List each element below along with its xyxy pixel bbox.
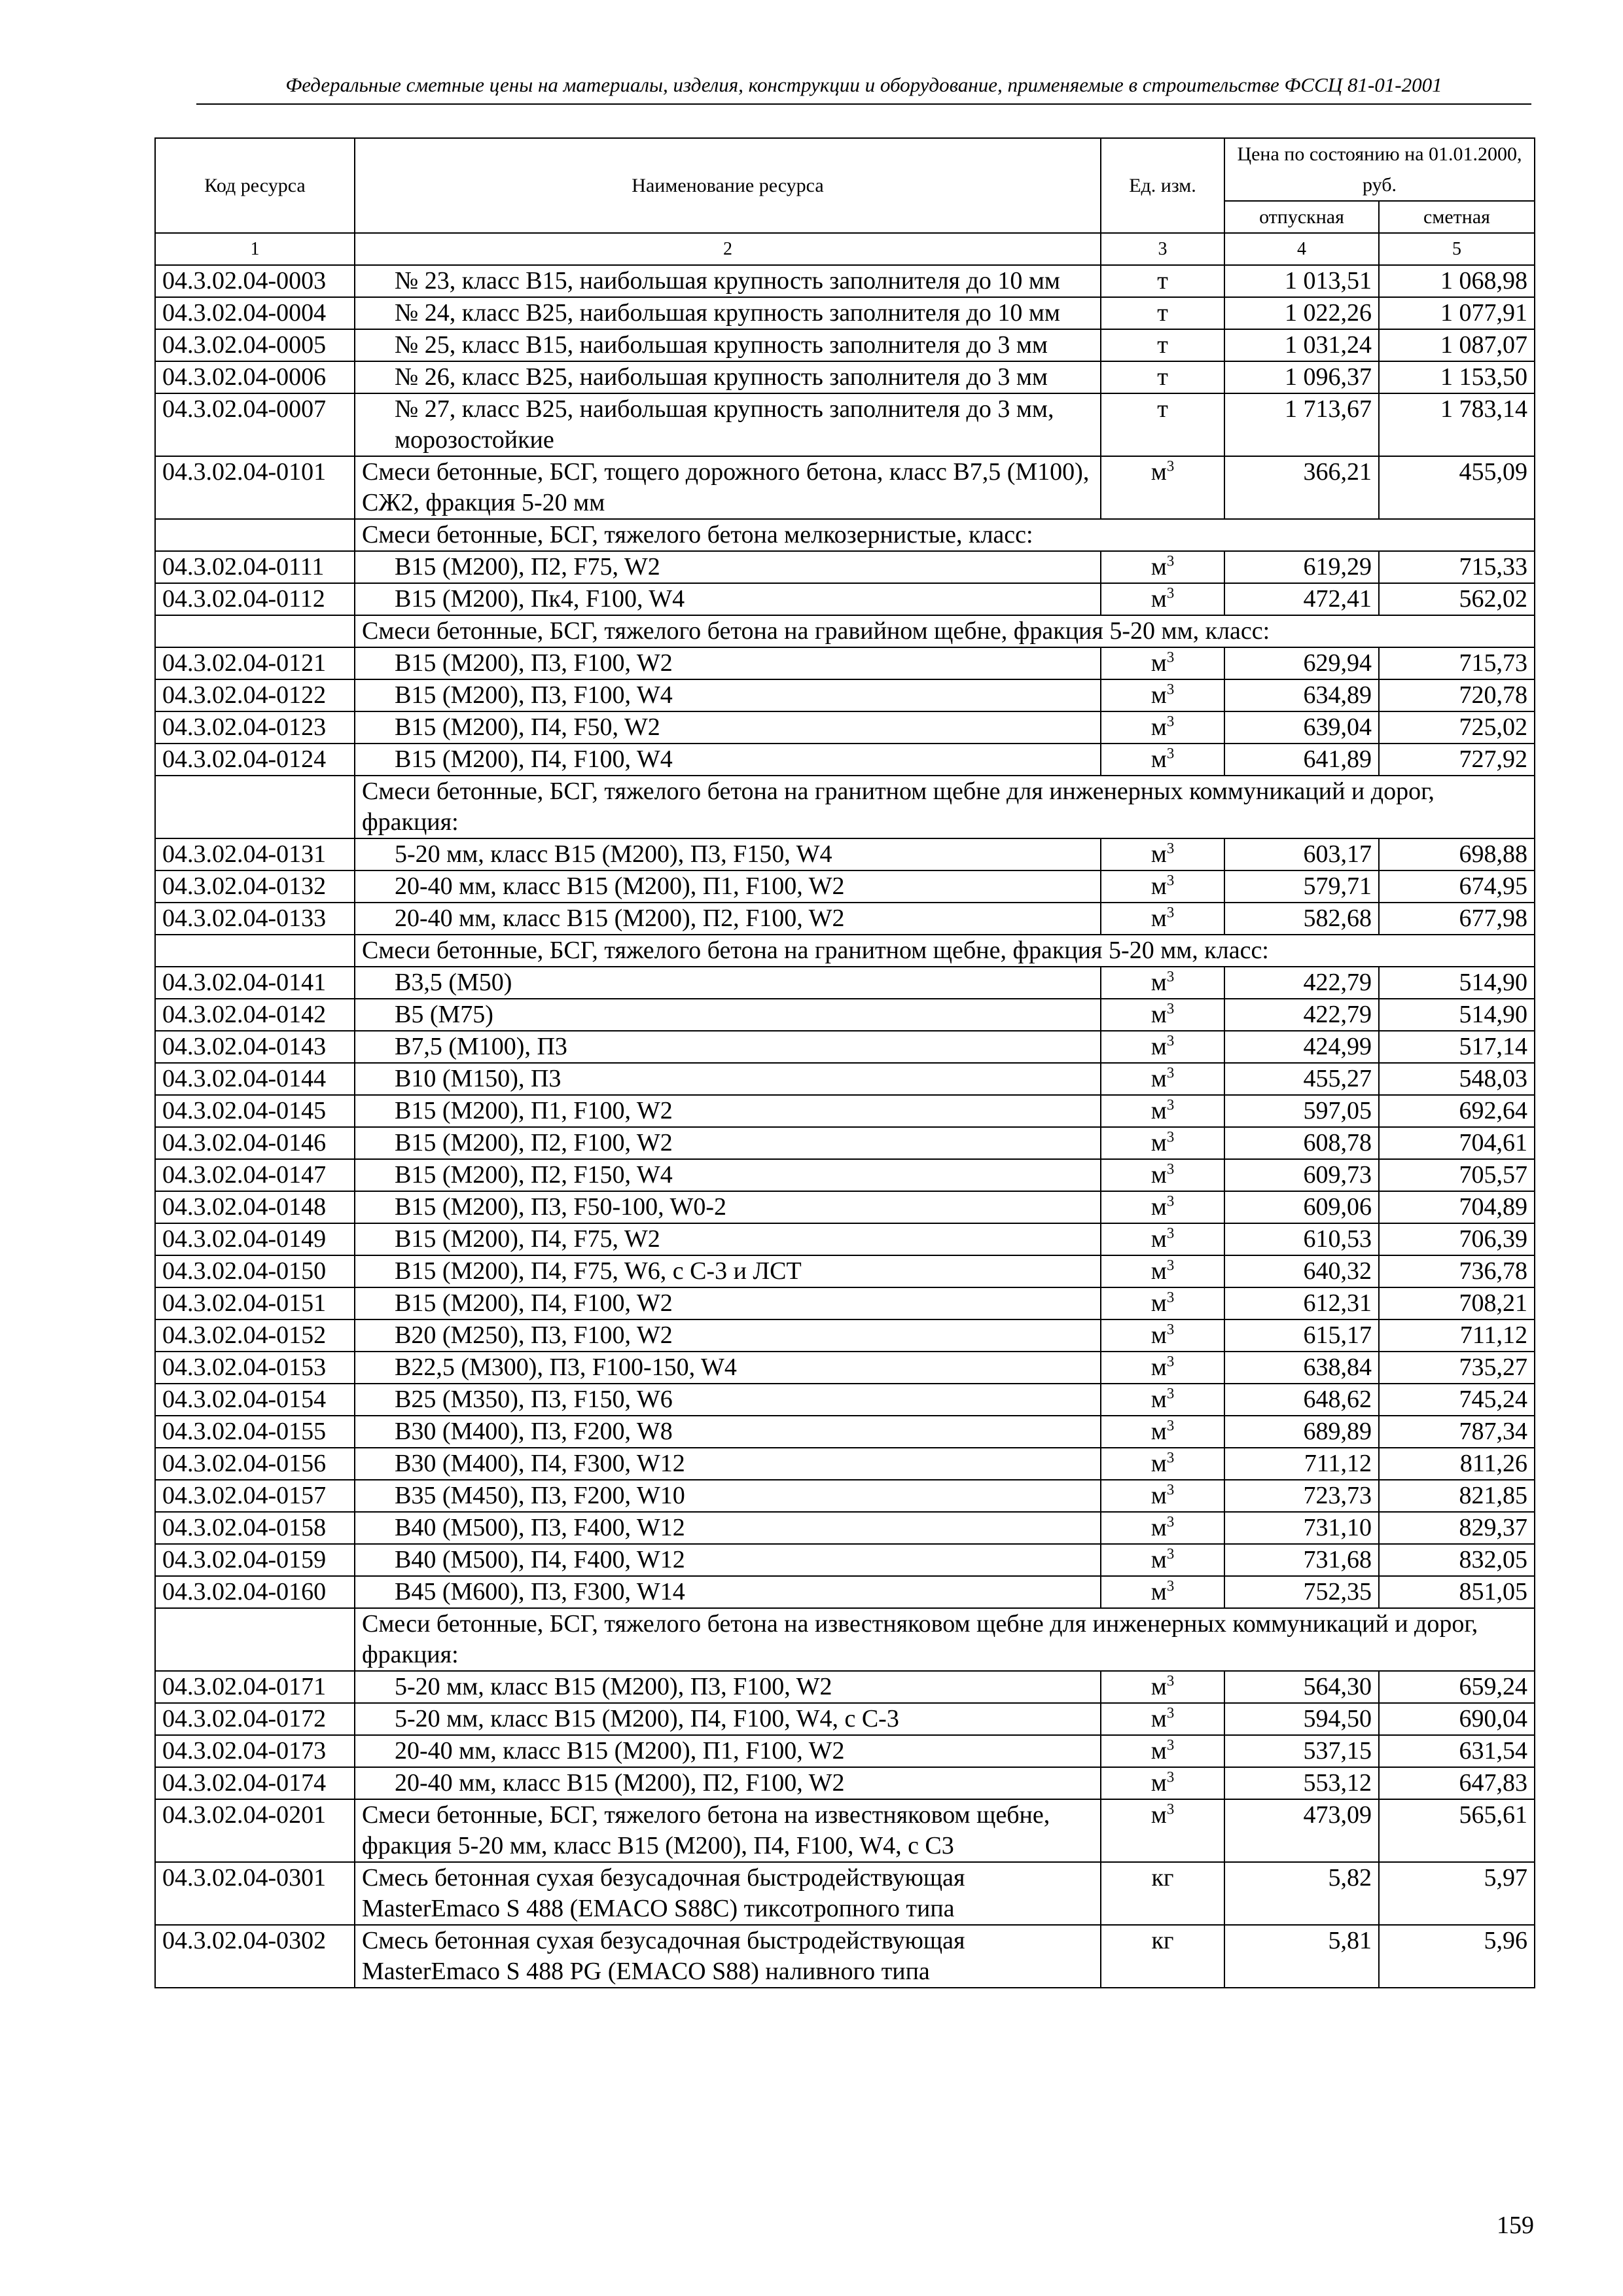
resource-code: 04.3.02.04-0156 (155, 1448, 355, 1480)
estimate-price: 674,95 (1379, 870, 1535, 903)
table-row (155, 1095, 1535, 1127)
resource-code: 04.3.02.04-0004 (155, 297, 355, 329)
unit: $м^3$ (1101, 1127, 1224, 1159)
release-price: 612,31 (1224, 1287, 1379, 1319)
release-price: 640,32 (1224, 1255, 1379, 1287)
col-header-release: отпускная (1224, 201, 1379, 233)
release-price: 579,71 (1224, 870, 1379, 903)
table-row (155, 1319, 1535, 1352)
estimate-price: 704,61 (1379, 1127, 1535, 1159)
table-row (155, 1480, 1535, 1512)
release-price: 1 713,67 (1224, 393, 1379, 456)
release-price: 594,50 (1224, 1703, 1379, 1735)
resource-name: В15 (М200), П3, F50-100, W0-2 (355, 1191, 1101, 1223)
estimate-price: 1 783,14 (1379, 393, 1535, 456)
release-price: 422,79 (1224, 999, 1379, 1031)
release-price: 723,73 (1224, 1480, 1379, 1512)
estimate-price: 832,05 (1379, 1544, 1535, 1576)
page-number: 159 (1497, 2212, 1534, 2239)
estimate-price: 704,89 (1379, 1191, 1535, 1223)
estimate-price: 708,21 (1379, 1287, 1535, 1319)
resource-name: В15 (М200), Пк4, F100, W4 (355, 583, 1101, 615)
resource-name: В7,5 (М100), П3 (355, 1031, 1101, 1063)
release-price: 597,05 (1224, 1095, 1379, 1127)
empty-code-cell (155, 615, 355, 647)
price-table (154, 137, 1535, 1988)
release-price: 1 096,37 (1224, 361, 1379, 393)
unit: $м^3$ (1101, 1287, 1224, 1319)
estimate-price: 692,64 (1379, 1095, 1535, 1127)
unit: $м^3$ (1101, 838, 1224, 870)
table-row (155, 903, 1535, 935)
resource-name: В15 (М200), П4, F100, W4 (355, 744, 1101, 776)
estimate-price: 5,96 (1379, 1925, 1535, 1988)
table-row (155, 838, 1535, 870)
resource-name: В15 (М200), П2, F100, W2 (355, 1127, 1101, 1159)
table-row (155, 1063, 1535, 1095)
release-price: 615,17 (1224, 1319, 1379, 1352)
running-header: Федеральные сметные цены на материалы, изделия, конструкции и оборудование, применяемые в строительстве ФССЦ 81-01-2001 (285, 73, 1442, 96)
resource-code: 04.3.02.04-0007 (155, 393, 355, 456)
estimate-price: 745,24 (1379, 1384, 1535, 1416)
estimate-price: 711,12 (1379, 1319, 1535, 1352)
resource-name: 20-40 мм, класс В15 (М200), П1, F100, W2 (355, 870, 1101, 903)
table-row (155, 361, 1535, 393)
table-row (155, 1127, 1535, 1159)
unit: $м^3$ (1101, 1544, 1224, 1576)
resource-code: 04.3.02.04-0124 (155, 744, 355, 776)
release-price: 609,73 (1224, 1159, 1379, 1191)
estimate-price: 706,39 (1379, 1223, 1535, 1255)
release-price: 537,15 (1224, 1735, 1379, 1767)
table-row (155, 1287, 1535, 1319)
resource-name: № 23, класс В15, наибольшая крупность заполнителя до 10 мм (355, 265, 1101, 297)
table-row (155, 1416, 1535, 1448)
unit: кг (1101, 1925, 1224, 1988)
resource-code: 04.3.02.04-0302 (155, 1925, 355, 1988)
unit: $м^3$ (1101, 1576, 1224, 1608)
unit: $м^3$ (1101, 999, 1224, 1031)
resource-code: 04.3.02.04-0005 (155, 329, 355, 361)
release-price: 424,99 (1224, 1031, 1379, 1063)
unit: $м^3$ (1101, 1352, 1224, 1384)
unit: $м^3$ (1101, 1480, 1224, 1512)
resource-code: 04.3.02.04-0159 (155, 1544, 355, 1576)
estimate-price: 514,90 (1379, 999, 1535, 1031)
resource-name: В25 (М350), П3, F150, W6 (355, 1384, 1101, 1416)
resource-code: 04.3.02.04-0132 (155, 870, 355, 903)
empty-code-cell (155, 519, 355, 551)
resource-name: 5-20 мм, класс В15 (М200), П3, F150, W4 (355, 838, 1101, 870)
group-heading-row (155, 1608, 1535, 1671)
resource-name: Смесь бетонная сухая безусадочная быстродействующая MasterEmaco S 488 (EMACO S88C) тиксотропного типа (355, 1862, 1101, 1925)
table-row (155, 744, 1535, 776)
estimate-price: 517,14 (1379, 1031, 1535, 1063)
table-row (155, 999, 1535, 1031)
resource-name: В30 (М400), П3, F200, W8 (355, 1416, 1101, 1448)
table-row (155, 329, 1535, 361)
resource-code: 04.3.02.04-0150 (155, 1255, 355, 1287)
table-row (155, 1925, 1535, 1988)
resource-code: 04.3.02.04-0155 (155, 1416, 355, 1448)
unit: кг (1101, 1862, 1224, 1925)
release-price: 1 031,24 (1224, 329, 1379, 361)
group-heading: Смеси бетонные, БСГ, тяжелого бетона на гравийном щебне, фракция 5-20 мм, класс: (355, 615, 1535, 647)
estimate-price: 715,33 (1379, 551, 1535, 583)
resource-code: 04.3.02.04-0301 (155, 1862, 355, 1925)
column-number-row (155, 233, 1535, 265)
resource-code: 04.3.02.04-0141 (155, 967, 355, 999)
resource-code: 04.3.02.04-0174 (155, 1767, 355, 1799)
group-heading: Смеси бетонные, БСГ, тяжелого бетона на гранитном щебне для инженерных коммуникаций и дорог, фракция: (355, 776, 1535, 838)
unit: $м^3$ (1101, 711, 1224, 744)
resource-code: 04.3.02.04-0201 (155, 1799, 355, 1862)
resource-code: 04.3.02.04-0003 (155, 265, 355, 297)
resource-name: В15 (М200), П3, F100, W4 (355, 679, 1101, 711)
estimate-price: 821,85 (1379, 1480, 1535, 1512)
release-price: 5,82 (1224, 1862, 1379, 1925)
unit: $м^3$ (1101, 647, 1224, 679)
release-price: 455,27 (1224, 1063, 1379, 1095)
estimate-price: 1 077,91 (1379, 297, 1535, 329)
resource-name: В15 (М200), П4, F75, W2 (355, 1223, 1101, 1255)
unit: $м^3$ (1101, 1031, 1224, 1063)
group-heading: Смеси бетонные, БСГ, тяжелого бетона мелкозернистые, класс: (355, 519, 1535, 551)
table-row (155, 456, 1535, 519)
release-price: 711,12 (1224, 1448, 1379, 1480)
table-header-row (155, 138, 1535, 201)
column-number: 2 (355, 233, 1101, 265)
table-row (155, 1703, 1535, 1735)
release-price: 553,12 (1224, 1767, 1379, 1799)
resource-name: В40 (М500), П4, F400, W12 (355, 1544, 1101, 1576)
resource-code: 04.3.02.04-0158 (155, 1512, 355, 1544)
table-row (155, 551, 1535, 583)
unit: $м^3$ (1101, 1767, 1224, 1799)
table-row (155, 1671, 1535, 1703)
col-header-price: Цена по состоянию на 01.01.2000, руб. (1224, 138, 1535, 201)
unit: $м^3$ (1101, 679, 1224, 711)
table-row (155, 1767, 1535, 1799)
unit: $м^3$ (1101, 1416, 1224, 1448)
estimate-price: 720,78 (1379, 679, 1535, 711)
resource-name: 5-20 мм, класс В15 (М200), П3, F100, W2 (355, 1671, 1101, 1703)
resource-code: 04.3.02.04-0131 (155, 838, 355, 870)
estimate-price: 690,04 (1379, 1703, 1535, 1735)
table-row (155, 1512, 1535, 1544)
unit: $м^3$ (1101, 456, 1224, 519)
resource-code: 04.3.02.04-0157 (155, 1480, 355, 1512)
table-row (155, 1255, 1535, 1287)
empty-code-cell (155, 935, 355, 967)
release-price: 472,41 (1224, 583, 1379, 615)
unit: $м^3$ (1101, 1735, 1224, 1767)
table-row (155, 1862, 1535, 1925)
table-row (155, 967, 1535, 999)
unit: $м^3$ (1101, 1095, 1224, 1127)
resource-code: 04.3.02.04-0122 (155, 679, 355, 711)
table-row (155, 1223, 1535, 1255)
resource-name: Смесь бетонная сухая безусадочная быстродействующая MasterEmaco S 488 PG (EMACO S88) наливного типа (355, 1925, 1101, 1988)
release-price: 422,79 (1224, 967, 1379, 999)
unit: $м^3$ (1101, 870, 1224, 903)
estimate-price: 736,78 (1379, 1255, 1535, 1287)
resource-code: 04.3.02.04-0146 (155, 1127, 355, 1159)
table-row (155, 1352, 1535, 1384)
unit: $м^3$ (1101, 1671, 1224, 1703)
group-heading-row (155, 776, 1535, 838)
resource-code: 04.3.02.04-0152 (155, 1319, 355, 1352)
estimate-price: 727,92 (1379, 744, 1535, 776)
release-price: 1 013,51 (1224, 265, 1379, 297)
table-row (155, 1799, 1535, 1862)
release-price: 731,10 (1224, 1512, 1379, 1544)
unit: $м^3$ (1101, 1448, 1224, 1480)
col-header-code: Код ресурса (155, 138, 355, 233)
resource-code: 04.3.02.04-0154 (155, 1384, 355, 1416)
unit: т (1101, 265, 1224, 297)
resource-code: 04.3.02.04-0172 (155, 1703, 355, 1735)
resource-name: В10 (М150), П3 (355, 1063, 1101, 1095)
table-row (155, 1191, 1535, 1223)
col-header-estimate: сметная (1379, 201, 1535, 233)
unit: $м^3$ (1101, 967, 1224, 999)
col-header-name: Наименование ресурса (355, 138, 1101, 233)
resource-name: 5-20 мм, класс В15 (М200), П4, F100, W4, с С-3 (355, 1703, 1101, 1735)
table-row (155, 1159, 1535, 1191)
resource-name: № 27, класс В25, наибольшая крупность заполнителя до 3 мм, морозостойкие (355, 393, 1101, 456)
estimate-price: 562,02 (1379, 583, 1535, 615)
resource-name: В15 (М200), П4, F50, W2 (355, 711, 1101, 744)
unit: $м^3$ (1101, 583, 1224, 615)
resource-code: 04.3.02.04-0147 (155, 1159, 355, 1191)
table-row (155, 265, 1535, 297)
resource-code: 04.3.02.04-0006 (155, 361, 355, 393)
resource-name: № 24, класс В25, наибольшая крупность заполнителя до 10 мм (355, 297, 1101, 329)
table-row (155, 647, 1535, 679)
unit: $м^3$ (1101, 1255, 1224, 1287)
estimate-price: 829,37 (1379, 1512, 1535, 1544)
group-heading-row (155, 519, 1535, 551)
empty-code-cell (155, 1608, 355, 1671)
resource-code: 04.3.02.04-0149 (155, 1223, 355, 1255)
resource-code: 04.3.02.04-0148 (155, 1191, 355, 1223)
unit: $м^3$ (1101, 903, 1224, 935)
group-heading-row (155, 935, 1535, 967)
release-price: 366,21 (1224, 456, 1379, 519)
estimate-price: 725,02 (1379, 711, 1535, 744)
group-heading-row (155, 615, 1535, 647)
estimate-price: 631,54 (1379, 1735, 1535, 1767)
resource-code: 04.3.02.04-0142 (155, 999, 355, 1031)
table-row (155, 870, 1535, 903)
resource-name: В5 (М75) (355, 999, 1101, 1031)
estimate-price: 1 153,50 (1379, 361, 1535, 393)
resource-code: 04.3.02.04-0111 (155, 551, 355, 583)
table-row (155, 1384, 1535, 1416)
table-row (155, 1576, 1535, 1608)
unit: $м^3$ (1101, 1063, 1224, 1095)
resource-name: В22,5 (М300), П3, F100-150, W4 (355, 1352, 1101, 1384)
estimate-price: 548,03 (1379, 1063, 1535, 1095)
table-row (155, 711, 1535, 744)
resource-code: 04.3.02.04-0121 (155, 647, 355, 679)
table-row (155, 583, 1535, 615)
group-heading: Смеси бетонные, БСГ, тяжелого бетона на гранитном щебне, фракция 5-20 мм, класс: (355, 935, 1535, 967)
estimate-price: 787,34 (1379, 1416, 1535, 1448)
resource-name: № 25, класс В15, наибольшая крупность заполнителя до 3 мм (355, 329, 1101, 361)
resource-name: В15 (М200), П4, F75, W6, с С-3 и ЛСТ (355, 1255, 1101, 1287)
column-number: 3 (1101, 233, 1224, 265)
release-price: 610,53 (1224, 1223, 1379, 1255)
release-price: 648,62 (1224, 1384, 1379, 1416)
estimate-price: 705,57 (1379, 1159, 1535, 1191)
estimate-price: 514,90 (1379, 967, 1535, 999)
col-header-unit: Ед. изм. (1101, 138, 1224, 233)
resource-name: В15 (М200), П2, F75, W2 (355, 551, 1101, 583)
resource-code: 04.3.02.04-0171 (155, 1671, 355, 1703)
resource-code: 04.3.02.04-0173 (155, 1735, 355, 1767)
resource-code: 04.3.02.04-0112 (155, 583, 355, 615)
resource-name: № 26, класс В25, наибольшая крупность заполнителя до 3 мм (355, 361, 1101, 393)
table-row (155, 1735, 1535, 1767)
release-price: 619,29 (1224, 551, 1379, 583)
resource-name: В20 (М250), П3, F100, W2 (355, 1319, 1101, 1352)
estimate-price: 1 068,98 (1379, 265, 1535, 297)
unit: $м^3$ (1101, 1384, 1224, 1416)
column-number: 4 (1224, 233, 1379, 265)
unit: $м^3$ (1101, 744, 1224, 776)
resource-name: В15 (М200), П3, F100, W2 (355, 647, 1101, 679)
release-price: 634,89 (1224, 679, 1379, 711)
unit: т (1101, 393, 1224, 456)
release-price: 641,89 (1224, 744, 1379, 776)
unit: т (1101, 361, 1224, 393)
unit: $м^3$ (1101, 1512, 1224, 1544)
estimate-price: 735,27 (1379, 1352, 1535, 1384)
resource-code: 04.3.02.04-0101 (155, 456, 355, 519)
estimate-price: 715,73 (1379, 647, 1535, 679)
release-price: 564,30 (1224, 1671, 1379, 1703)
unit: $м^3$ (1101, 1319, 1224, 1352)
resource-name: В15 (М200), П1, F100, W2 (355, 1095, 1101, 1127)
resource-name: Смеси бетонные, БСГ, тощего дорожного бетона, класс В7,5 (М100), СЖ2, фракция 5-20 мм (355, 456, 1101, 519)
estimate-price: 565,61 (1379, 1799, 1535, 1862)
resource-name: В35 (М450), П3, F200, W10 (355, 1480, 1101, 1512)
resource-name: 20-40 мм, класс В15 (М200), П2, F100, W2 (355, 903, 1101, 935)
release-price: 473,09 (1224, 1799, 1379, 1862)
resource-code: 04.3.02.04-0133 (155, 903, 355, 935)
table-row (155, 1031, 1535, 1063)
release-price: 731,68 (1224, 1544, 1379, 1576)
header-rule (196, 103, 1531, 105)
resource-code: 04.3.02.04-0151 (155, 1287, 355, 1319)
resource-name: 20-40 мм, класс В15 (М200), П1, F100, W2 (355, 1735, 1101, 1767)
resource-name: В45 (М600), П3, F300, W14 (355, 1576, 1101, 1608)
resource-name: В15 (М200), П4, F100, W2 (355, 1287, 1101, 1319)
unit: $м^3$ (1101, 1799, 1224, 1862)
resource-name: В30 (М400), П4, F300, W12 (355, 1448, 1101, 1480)
unit: $м^3$ (1101, 1191, 1224, 1223)
unit: $м^3$ (1101, 551, 1224, 583)
table-row (155, 297, 1535, 329)
release-price: 629,94 (1224, 647, 1379, 679)
release-price: 608,78 (1224, 1127, 1379, 1159)
unit: т (1101, 297, 1224, 329)
estimate-price: 811,26 (1379, 1448, 1535, 1480)
unit: $м^3$ (1101, 1159, 1224, 1191)
estimate-price: 851,05 (1379, 1576, 1535, 1608)
resource-name: 20-40 мм, класс В15 (М200), П2, F100, W2 (355, 1767, 1101, 1799)
release-price: 5,81 (1224, 1925, 1379, 1988)
estimate-price: 677,98 (1379, 903, 1535, 935)
estimate-price: 455,09 (1379, 456, 1535, 519)
estimate-price: 659,24 (1379, 1671, 1535, 1703)
column-number: 5 (1379, 233, 1535, 265)
release-price: 752,35 (1224, 1576, 1379, 1608)
release-price: 1 022,26 (1224, 297, 1379, 329)
resource-name: В40 (М500), П3, F400, W12 (355, 1512, 1101, 1544)
estimate-price: 1 087,07 (1379, 329, 1535, 361)
estimate-price: 698,88 (1379, 838, 1535, 870)
resource-code: 04.3.02.04-0153 (155, 1352, 355, 1384)
estimate-price: 5,97 (1379, 1862, 1535, 1925)
resource-name: Смеси бетонные, БСГ, тяжелого бетона на известняковом щебне, фракция 5-20 мм, класс В15 (М200), П4, F100, W4, с С3 (355, 1799, 1101, 1862)
release-price: 582,68 (1224, 903, 1379, 935)
group-heading: Смеси бетонные, БСГ, тяжелого бетона на известняковом щебне для инженерных коммуникаций и дорог, фракция: (355, 1608, 1535, 1671)
unit: $м^3$ (1101, 1703, 1224, 1735)
release-price: 609,06 (1224, 1191, 1379, 1223)
release-price: 689,89 (1224, 1416, 1379, 1448)
unit: т (1101, 329, 1224, 361)
release-price: 603,17 (1224, 838, 1379, 870)
resource-name: В3,5 (М50) (355, 967, 1101, 999)
resource-code: 04.3.02.04-0145 (155, 1095, 355, 1127)
empty-code-cell (155, 776, 355, 838)
column-number: 1 (155, 233, 355, 265)
table-row (155, 1448, 1535, 1480)
unit: $м^3$ (1101, 1223, 1224, 1255)
table-row (155, 1544, 1535, 1576)
resource-code: 04.3.02.04-0143 (155, 1031, 355, 1063)
table-row (155, 393, 1535, 456)
resource-code: 04.3.02.04-0160 (155, 1576, 355, 1608)
resource-name: В15 (М200), П2, F150, W4 (355, 1159, 1101, 1191)
release-price: 638,84 (1224, 1352, 1379, 1384)
table-row (155, 679, 1535, 711)
estimate-price: 647,83 (1379, 1767, 1535, 1799)
release-price: 639,04 (1224, 711, 1379, 744)
resource-code: 04.3.02.04-0123 (155, 711, 355, 744)
resource-code: 04.3.02.04-0144 (155, 1063, 355, 1095)
